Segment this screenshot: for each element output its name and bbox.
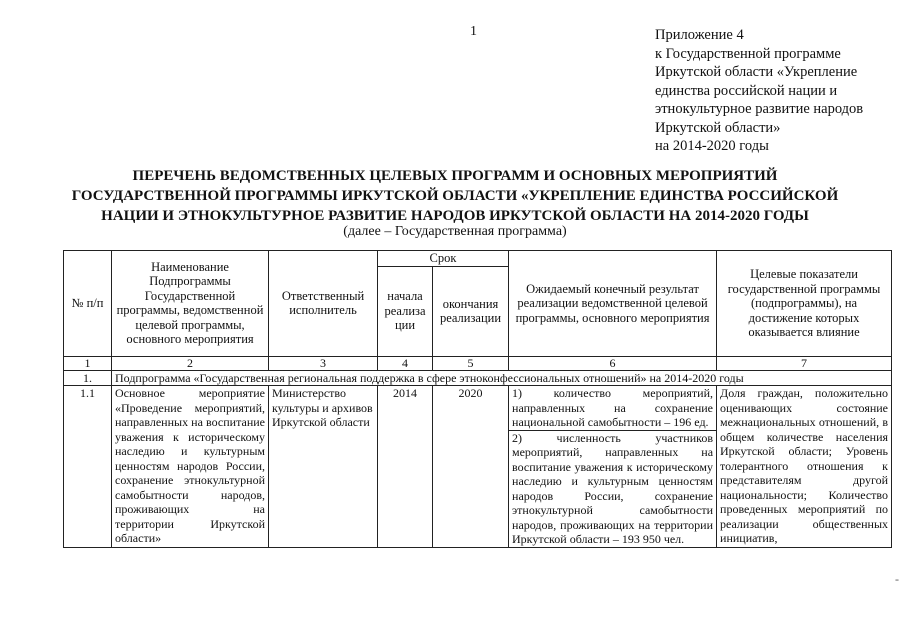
section-title: Подпрограмма «Государственная региональная поддержка в сфере этноконфессиональных отношений» на 2014-2020 годы (112, 370, 892, 386)
margin-mark: - (895, 572, 899, 586)
row-end: 2020 (433, 386, 509, 548)
header-result: Ожидаемый конечный результат реализации ведомственной целевой программы, основного мероприятия (509, 251, 717, 357)
row-name: Основное мероприятие «Проведение мероприятий, направленных на воспитание уважения к историческому наследию и культурным ценностям народов России, сохранение этнокультурной самобытности народов, проживающих на территории Иркутской области» (112, 386, 269, 548)
column-number: 1 (64, 356, 112, 370)
result-item: 1) количество мероприятий, направленных на сохранение национальной самобытности – 196 ед. (509, 386, 716, 431)
row-num: 1.1 (64, 386, 112, 548)
row-indicators: Доля граждан, положительно оценивающих состояние межнациональных отношений, в общем количестве населения Иркутской области; Уровень толерантного отношения к представителям другой национальности; Количество проведенных мероприятий по реализации общественных инициатив, (717, 386, 892, 548)
header-term: Срок (378, 251, 509, 267)
appendix-note (655, 26, 900, 156)
result-item: 2) численность участников мероприятий, направленных на воспитание уважения к историческому наследию и культурным ценностям народов России, сохранение этнокультурной самобытности народов, проживающих на территории Иркутской области – 193 950 чел. (512, 430, 714, 546)
header-executor: Ответственный исполнитель (269, 251, 378, 357)
column-number: 7 (717, 356, 892, 370)
header-start: начала реализа ции (378, 266, 433, 356)
document-subtitle: (далее – Государственная программа) (343, 224, 567, 239)
appendix-line: Приложение 4 (655, 27, 744, 43)
page-number: 1 (470, 24, 477, 39)
document-title (40, 166, 870, 226)
appendix-line: к Государственной программе (655, 45, 841, 62)
column-number: 6 (509, 356, 717, 370)
header-indicators: Целевые показатели государственной программы (подпрограммы), на достижение которых оказывается влияние (717, 251, 892, 357)
title-line: ГОСУДАРСТВЕННОЙ ПРОГРАММЫ ИРКУТСКОЙ ОБЛАСТИ «УКРЕПЛЕНИЕ ЕДИНСТВА РОССИЙСКОЙ (71, 188, 839, 204)
programs-table (63, 250, 892, 548)
header-num: № п/п (64, 251, 112, 357)
header-name: Наименование Подпрограммы Государственной программы, ведомственной целевой программы, основного мероприятия (112, 251, 269, 357)
title-line: ПЕРЕЧЕНЬ ВЕДОМСТВЕННЫХ ЦЕЛЕВЫХ ПРОГРАММ И ОСНОВНЫХ МЕРОПРИЯТИЙ (132, 168, 778, 184)
section-num: 1. (64, 370, 112, 386)
column-number: 4 (378, 356, 433, 370)
row-start: 2014 (378, 386, 433, 548)
header-end: окончания реализации (433, 266, 509, 356)
column-number: 2 (112, 356, 269, 370)
column-number: 5 (433, 356, 509, 370)
section-row (64, 370, 892, 386)
title-line: НАЦИИ И ЭТНОКУЛЬТУРНОЕ РАЗВИТИЕ НАРОДОВ ИРКУТСКОЙ ОБЛАСТИ НА 2014-2020 ГОДЫ (101, 208, 809, 224)
row-executor: Министерство культуры и архивов Иркутской области (269, 386, 378, 548)
appendix-line: этнокультурное развитие народов (655, 101, 864, 117)
column-number: 3 (269, 356, 378, 370)
appendix-line: Иркутской области» (655, 119, 781, 136)
appendix-line: Иркутской области «Укрепление (655, 64, 858, 80)
appendix-line: на 2014-2020 годы (655, 138, 769, 154)
table-row (64, 386, 892, 548)
appendix-line: единства российской нации и (655, 82, 838, 99)
row-result (509, 386, 717, 548)
column-number-row (64, 356, 892, 370)
